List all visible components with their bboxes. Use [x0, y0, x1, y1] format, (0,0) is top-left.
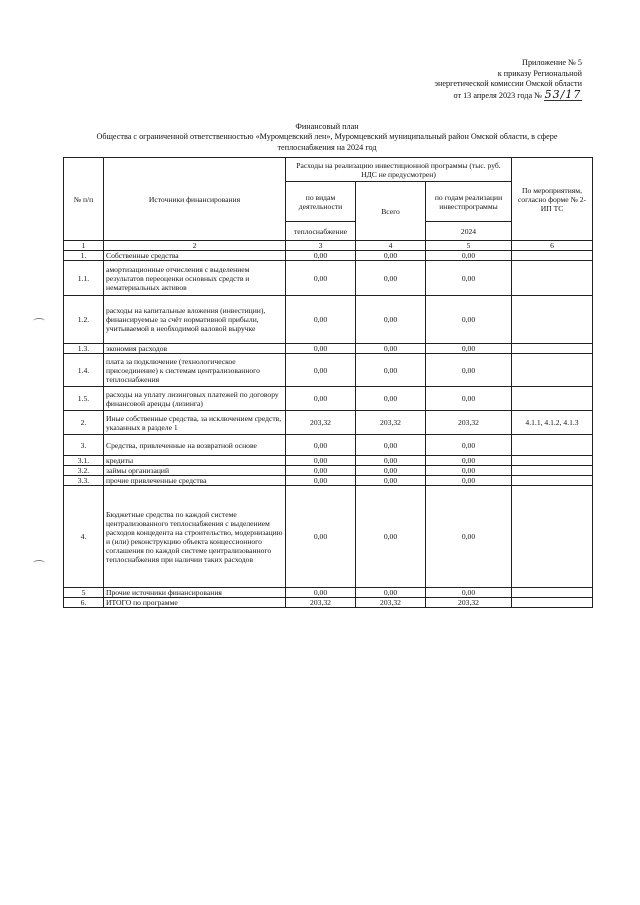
row-measures [512, 435, 593, 456]
header-activity-type: теплоснабжение [286, 222, 356, 241]
row-value-year: 203,32 [426, 598, 512, 608]
column-number: 5 [426, 241, 512, 251]
table-row [64, 598, 593, 608]
table-row [64, 354, 593, 387]
row-value-year: 0,00 [426, 588, 512, 598]
header-expenses: Расходы на реализацию инвестиционной программы (тыс. руб. НДС не предусмотрен) [286, 158, 512, 182]
row-name: займы организаций [104, 466, 286, 476]
table-row [64, 466, 593, 476]
table-row [64, 387, 593, 411]
row-value-year: 0,00 [426, 466, 512, 476]
column-number: 6 [512, 241, 593, 251]
header-source: Источники финансирования [104, 158, 286, 241]
row-value-total: 0,00 [356, 588, 426, 598]
row-num: 6. [64, 598, 104, 608]
row-value-activity: 0,00 [286, 387, 356, 411]
row-num: 5 [64, 588, 104, 598]
row-value-activity: 0,00 [286, 476, 356, 486]
row-measures [512, 344, 593, 354]
row-num: 1.2. [64, 296, 104, 344]
row-value-total: 0,00 [356, 435, 426, 456]
row-num: 1.3. [64, 344, 104, 354]
table-row [64, 476, 593, 486]
table-row [64, 456, 593, 466]
row-value-activity: 0,00 [286, 261, 356, 296]
row-value-activity: 203,32 [286, 411, 356, 435]
row-num: 4. [64, 486, 104, 588]
row-measures [512, 486, 593, 588]
row-value-activity: 0,00 [286, 466, 356, 476]
row-value-activity: 0,00 [286, 344, 356, 354]
row-value-total: 0,00 [356, 387, 426, 411]
row-measures [512, 476, 593, 486]
row-value-year: 0,00 [426, 344, 512, 354]
row-num: 3.3. [64, 476, 104, 486]
row-value-year: 203,32 [426, 411, 512, 435]
table-row [64, 344, 593, 354]
table-row [64, 486, 593, 588]
row-name: Иные собственные средства, за исключением средств, указанных в разделе 1 [104, 411, 286, 435]
row-value-year: 0,00 [426, 261, 512, 296]
row-num: 1.5. [64, 387, 104, 411]
row-value-activity: 0,00 [286, 486, 356, 588]
row-name: кредиты [104, 456, 286, 466]
row-num: 1.1. [64, 261, 104, 296]
margin-mark [33, 318, 45, 324]
row-num: 3. [64, 435, 104, 456]
column-number: 3 [286, 241, 356, 251]
row-name: амортизационные отчисления с выделением результатов переоценки основных средств и нематериальных активов [104, 261, 286, 296]
column-number: 2 [104, 241, 286, 251]
row-value-activity: 0,00 [286, 588, 356, 598]
row-measures [512, 588, 593, 598]
row-num: 3.2. [64, 466, 104, 476]
row-value-total: 0,00 [356, 476, 426, 486]
header-year: 2024 [426, 222, 512, 241]
row-value-year: 0,00 [426, 251, 512, 261]
row-measures [512, 466, 593, 476]
row-value-activity: 0,00 [286, 354, 356, 387]
row-num: 3.1. [64, 456, 104, 466]
header-total: Всего [356, 182, 426, 241]
table-row [64, 261, 593, 296]
row-value-year: 0,00 [426, 354, 512, 387]
row-name: Прочие источники финансирования [104, 588, 286, 598]
margin-mark [33, 560, 45, 566]
row-name: плата за подключение (технологическое присоединение) к системам централизованного теплоснабжения [104, 354, 286, 387]
row-measures: 4.1.1, 4.1.2, 4.1.3 [512, 411, 593, 435]
row-num: 2. [64, 411, 104, 435]
column-number: 4 [356, 241, 426, 251]
row-name: расходы на капитальные вложения (инвестиции), финансируемые за счёт нормативной прибыли, учитываемой в необходимой валовой выручке [104, 296, 286, 344]
appendix-line: Приложение № 5 [522, 58, 582, 67]
table-row [64, 251, 593, 261]
table-row [64, 588, 593, 598]
row-value-total: 0,00 [356, 354, 426, 387]
row-value-activity: 0,00 [286, 251, 356, 261]
row-measures [512, 261, 593, 296]
row-name: Бюджетные средства по каждой системе централизованного теплоснабжения с выделением расходов концедента на строительство, модернизацию и (или) реконструкцию объекта концессионного соглашения по каждой системе централизованного теплоснабжения при наличии таких расходов [104, 486, 286, 588]
row-value-total: 0,00 [356, 261, 426, 296]
row-value-total: 0,00 [356, 251, 426, 261]
row-value-activity: 0,00 [286, 296, 356, 344]
row-value-activity: 0,00 [286, 456, 356, 466]
row-measures [512, 296, 593, 344]
appendix-date: от 13 апреля 2023 года № [453, 90, 542, 100]
row-measures [512, 387, 593, 411]
row-value-year: 0,00 [426, 476, 512, 486]
title-line: теплоснабжения на 2024 год [277, 142, 377, 152]
row-value-total: 0,00 [356, 456, 426, 466]
row-num: 1. [64, 251, 104, 261]
row-value-year: 0,00 [426, 296, 512, 344]
header-measures: По мероприятиям, согласно форме № 2-ИП ТС [512, 158, 593, 241]
appendix-line: энергетической комиссии Омской области [434, 79, 582, 89]
title-line: Финансовый план [295, 122, 359, 131]
row-value-year: 0,00 [426, 456, 512, 466]
table-row [64, 435, 593, 456]
row-value-total: 0,00 [356, 296, 426, 344]
row-measures [512, 598, 593, 608]
row-measures [512, 251, 593, 261]
row-name: прочие привлеченные средства [104, 476, 286, 486]
table-row [64, 411, 593, 435]
row-name: расходы на уплату лизинговых платежей по договору финансовой аренды (лизинга) [104, 387, 286, 411]
document-title [64, 122, 590, 153]
row-value-activity: 203,32 [286, 598, 356, 608]
header-by-year: по годам реализации инвестпрограммы [426, 182, 512, 222]
appendix-date-line [435, 87, 582, 102]
header-num: № п/п [64, 158, 104, 241]
appendix-line: к приказу Региональной [497, 68, 582, 78]
row-name: Средства, привлеченные на возвратной основе [104, 435, 286, 456]
row-value-total: 0,00 [356, 486, 426, 588]
row-measures [512, 456, 593, 466]
row-value-year: 0,00 [426, 486, 512, 588]
row-value-year: 0,00 [426, 387, 512, 411]
financial-plan-table [63, 157, 593, 608]
row-value-total: 0,00 [356, 466, 426, 476]
row-value-total: 203,32 [356, 598, 426, 608]
column-numbers-row [64, 241, 593, 251]
title-line: Общества с ограниченной ответственностью «Муромцевский лен», Муромцевский муниципальный район Омской области, в сфере [96, 132, 558, 142]
order-number: 53/17 [544, 87, 582, 101]
row-value-year: 0,00 [426, 435, 512, 456]
column-number: 1 [64, 241, 104, 251]
row-name: Собственные средства [104, 251, 286, 261]
row-measures [512, 354, 593, 387]
appendix-block [435, 58, 582, 101]
table-row [64, 296, 593, 344]
row-value-total: 203,32 [356, 411, 426, 435]
row-name: экономия расходов [104, 344, 286, 354]
row-value-total: 0,00 [356, 344, 426, 354]
row-value-activity: 0,00 [286, 435, 356, 456]
row-num: 1.4. [64, 354, 104, 387]
header-by-activity: по видам деятельности [286, 182, 356, 222]
row-name: ИТОГО по программе [104, 598, 286, 608]
